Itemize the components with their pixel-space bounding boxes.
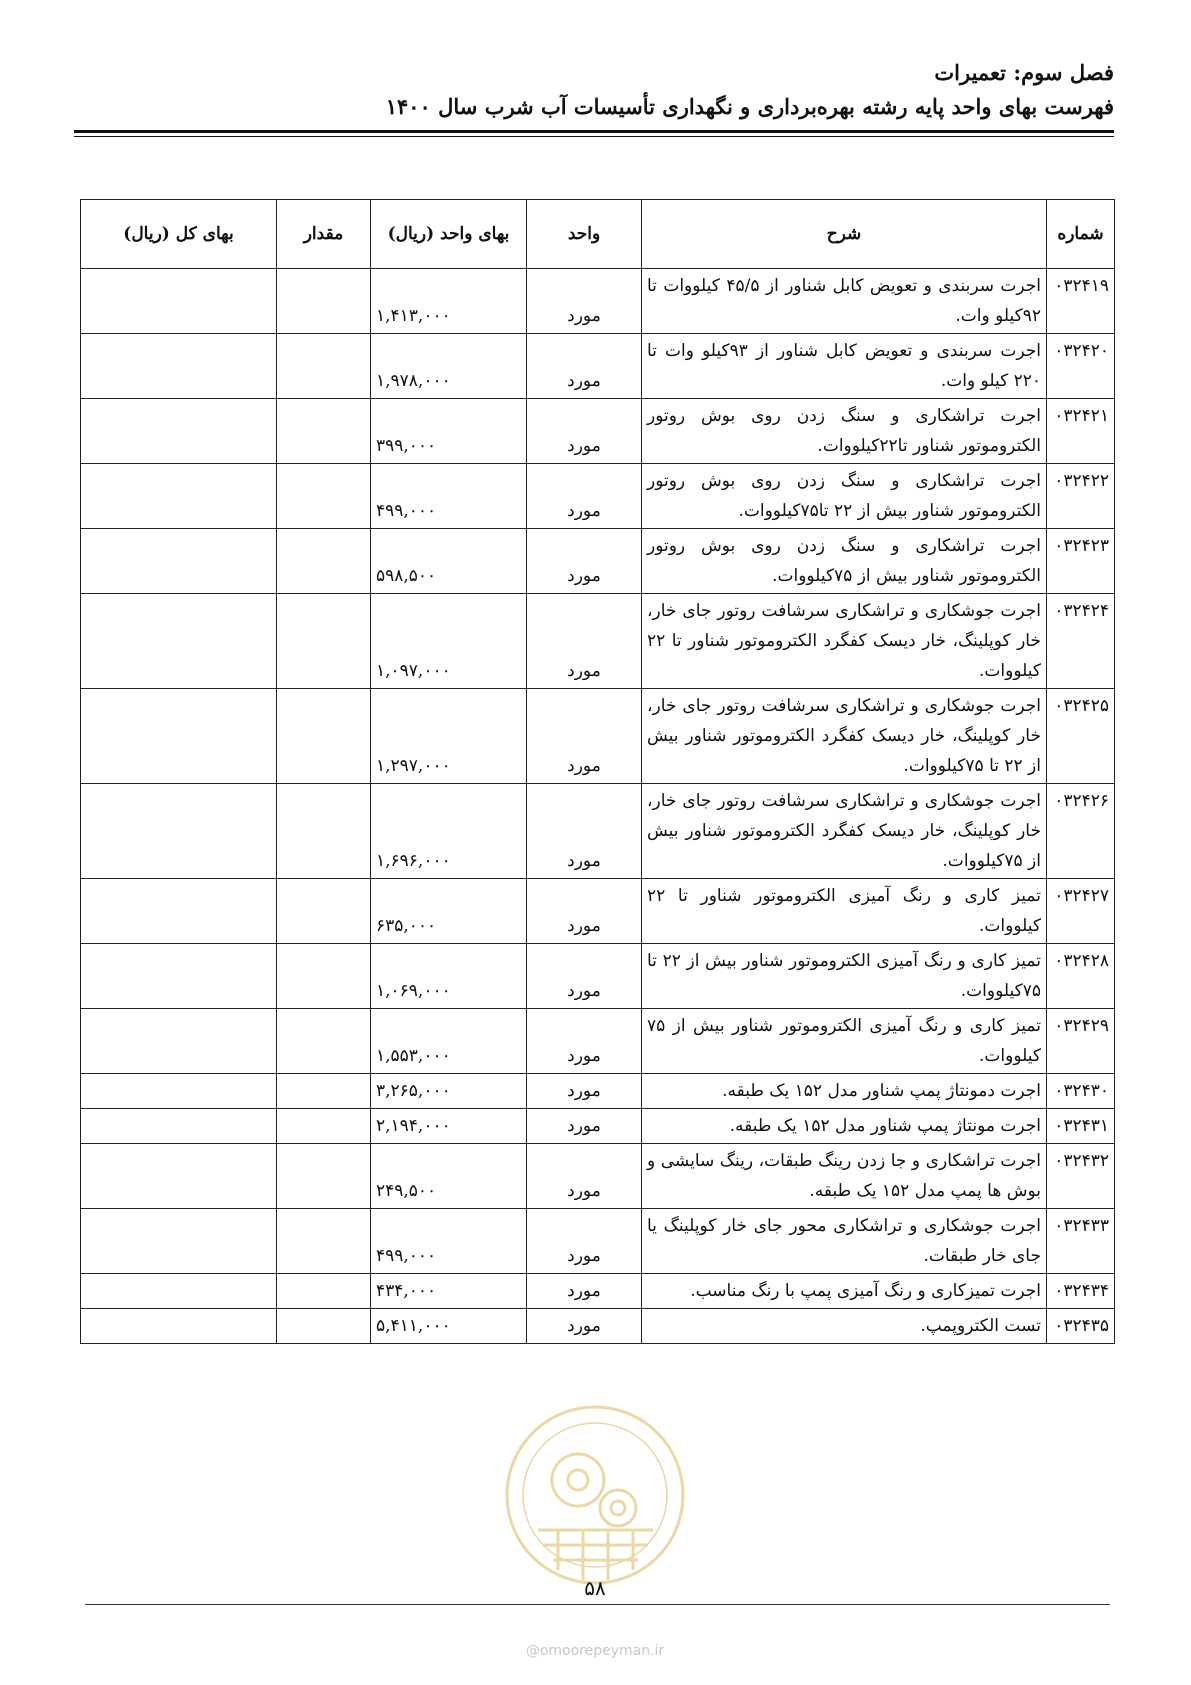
row-total (81, 1274, 277, 1309)
row-total (81, 1074, 277, 1109)
column-header-unit-price: بهای واحد (ریال) (371, 200, 527, 269)
table-row (81, 1209, 1115, 1274)
row-unit: مورد (527, 944, 642, 1009)
row-quantity (277, 594, 371, 689)
table-row (81, 594, 1115, 689)
row-description: اجرت تراشکاری و سنگ زدن روی بوش روتور الکتروموتور شناور بیش از ۲۲ تا۷۵کیلووات. (642, 464, 1047, 529)
row-unit: مورد (527, 689, 642, 784)
row-description: اجرت تراشکاری و سنگ زدن روی بوش روتور الکتروموتور شناور تا۲۲کیلووات. (642, 399, 1047, 464)
row-code: ۰۳۲۴۳۵ (1047, 1309, 1115, 1344)
row-code: ۰۳۲۴۳۲ (1047, 1144, 1115, 1209)
row-code: ۰۳۲۴۲۶ (1047, 784, 1115, 879)
row-unit-price: ۳۹۹,۰۰۰ (371, 399, 527, 464)
watermark-url: @omoorepeyman.ir (525, 1643, 665, 1659)
row-quantity (277, 1209, 371, 1274)
row-total (81, 1144, 277, 1209)
row-quantity (277, 269, 371, 334)
header-rule-thick (74, 130, 1114, 133)
table-row (81, 784, 1115, 879)
row-description: تمیز کاری و رنگ آمیزی الکتروموتور شناور بیش از ۷۵ کیلووات. (642, 1009, 1047, 1074)
column-header-unit: واحد (527, 200, 642, 269)
row-quantity (277, 879, 371, 944)
row-unit-price: ۱,۴۱۳,۰۰۰ (371, 269, 527, 334)
row-code: ۰۳۲۴۳۴ (1047, 1274, 1115, 1309)
column-header-description: شرح (642, 200, 1047, 269)
row-unit-price: ۱,۲۹۷,۰۰۰ (371, 689, 527, 784)
row-code: ۰۳۲۴۱۹ (1047, 269, 1115, 334)
row-unit: مورد (527, 269, 642, 334)
row-description: اجرت سربندی و تعویض کابل شناور از ۴۵/۵ کیلووات تا ۹۲کیلو وات. (642, 269, 1047, 334)
row-unit: مورد (527, 1209, 642, 1274)
row-code: ۰۳۲۴۲۷ (1047, 879, 1115, 944)
row-unit-price: ۱,۵۵۳,۰۰۰ (371, 1009, 527, 1074)
row-total (81, 334, 277, 399)
row-total (81, 594, 277, 689)
row-unit-price: ۵۹۸,۵۰۰ (371, 529, 527, 594)
table-row (81, 1009, 1115, 1074)
row-unit: مورد (527, 1274, 642, 1309)
row-description: تمیز کاری و رنگ آمیزی الکتروموتور شناور بیش از ۲۲ تا ۷۵کیلووات. (642, 944, 1047, 1009)
row-code: ۰۳۲۴۲۵ (1047, 689, 1115, 784)
row-code: ۰۳۲۴۲۴ (1047, 594, 1115, 689)
row-description: اجرت جوشکاری و تراشکاری سرشافت روتور جای خار، خار کوپلینگ، خار دیسک کفگرد الکتروموتور شناور بیش از ۲۲ تا ۷۵کیلووات. (642, 689, 1047, 784)
row-unit: مورد (527, 784, 642, 879)
row-quantity (277, 1144, 371, 1209)
row-description: اجرت جوشکاری و تراشکاری سرشافت روتور جای خار، خار کوپلینگ، خار دیسک کفگرد الکتروموتور شناور تا ۲۲ کیلووات. (642, 594, 1047, 689)
row-code: ۰۳۲۴۲۸ (1047, 944, 1115, 1009)
row-total (81, 689, 277, 784)
row-description: تمیز کاری و رنگ آمیزی الکتروموتور شناور تا ۲۲ کیلووات. (642, 879, 1047, 944)
row-total (81, 944, 277, 1009)
table-row (81, 1309, 1115, 1344)
row-code: ۰۳۲۴۳۳ (1047, 1209, 1115, 1274)
row-unit-price: ۴۳۴,۰۰۰ (371, 1274, 527, 1309)
row-unit-price: ۱,۹۷۸,۰۰۰ (371, 334, 527, 399)
row-unit: مورد (527, 879, 642, 944)
row-total (81, 399, 277, 464)
row-total (81, 879, 277, 944)
row-code: ۰۳۲۴۲۱ (1047, 399, 1115, 464)
table-row (81, 689, 1115, 784)
table-row (81, 1274, 1115, 1309)
row-code: ۰۳۲۴۳۱ (1047, 1109, 1115, 1144)
row-unit-price: ۵,۴۱۱,۰۰۰ (371, 1309, 527, 1344)
row-quantity (277, 784, 371, 879)
row-unit: مورد (527, 1009, 642, 1074)
header-rule-thin (74, 136, 1114, 137)
table-row (81, 399, 1115, 464)
table-header-row (81, 200, 1115, 269)
row-unit-price: ۱,۰۹۷,۰۰۰ (371, 594, 527, 689)
table-row (81, 464, 1115, 529)
row-quantity (277, 1309, 371, 1344)
table-row (81, 334, 1115, 399)
row-description: اجرت مونتاژ پمپ شناور مدل ۱۵۲ یک طبقه. (642, 1109, 1047, 1144)
row-description: اجرت دمونتاژ پمپ شناور مدل ۱۵۲ یک طبقه. (642, 1074, 1047, 1109)
row-unit-price: ۶۳۵,۰۰۰ (371, 879, 527, 944)
row-unit: مورد (527, 1144, 642, 1209)
row-unit-price: ۲۴۹,۵۰۰ (371, 1144, 527, 1209)
row-unit: مورد (527, 464, 642, 529)
row-code: ۰۳۲۴۲۹ (1047, 1009, 1115, 1074)
row-code: ۰۳۲۴۲۳ (1047, 529, 1115, 594)
document-subtitle: فهرست بهای واحد پایه رشته بهره‌برداری و نگهداری تأسیسات آب شرب سال ۱۴۰۰ (385, 94, 1114, 119)
row-unit-price: ۱,۰۶۹,۰۰۰ (371, 944, 527, 1009)
row-unit: مورد (527, 399, 642, 464)
row-unit-price: ۲,۱۹۴,۰۰۰ (371, 1109, 527, 1144)
table-row (81, 529, 1115, 594)
row-quantity (277, 1009, 371, 1074)
column-header-total: بهای کل (ریال) (81, 200, 277, 269)
row-unit: مورد (527, 1309, 642, 1344)
row-unit: مورد (527, 594, 642, 689)
row-unit: مورد (527, 334, 642, 399)
table-row (81, 944, 1115, 1009)
row-total (81, 269, 277, 334)
column-header-code: شماره (1047, 200, 1115, 269)
row-unit: مورد (527, 1109, 642, 1144)
row-description: تست الکتروپمپ. (642, 1309, 1047, 1344)
row-total (81, 784, 277, 879)
row-code: ۰۳۲۴۲۰ (1047, 334, 1115, 399)
row-unit: مورد (527, 529, 642, 594)
chapter-title: فصل سوم: تعمیرات (934, 60, 1114, 85)
row-description: اجرت تراشکاری و جا زدن رینگ طبقات، رینگ سایشی و بوش ها پمپ مدل ۱۵۲ یک طبقه. (642, 1144, 1047, 1209)
price-list-table (80, 199, 1115, 1344)
row-description: اجرت سربندی و تعویض کابل شناور از ۹۳کیلو وات تا ۲۲۰ کیلو وات. (642, 334, 1047, 399)
row-unit-price: ۱,۶۹۶,۰۰۰ (371, 784, 527, 879)
row-description: اجرت جوشکاری و تراشکاری محور جای خار کوپلینگ یا جای خار طبقات. (642, 1209, 1047, 1274)
row-total (81, 529, 277, 594)
row-unit: مورد (527, 1074, 642, 1109)
row-total (81, 1109, 277, 1144)
row-code: ۰۳۲۴۳۰ (1047, 1074, 1115, 1109)
row-quantity (277, 1274, 371, 1309)
table-row (81, 1074, 1115, 1109)
row-quantity (277, 334, 371, 399)
row-description: اجرت جوشکاری و تراشکاری سرشافت روتور جای خار، خار کوپلینگ، خار دیسک کفگرد الکتروموتور شناور بیش از ۷۵کیلووات. (642, 784, 1047, 879)
table-row (81, 269, 1115, 334)
row-total (81, 1209, 277, 1274)
row-quantity (277, 464, 371, 529)
row-code: ۰۳۲۴۲۲ (1047, 464, 1115, 529)
row-total (81, 1309, 277, 1344)
page-number: ۵۸ (584, 1576, 606, 1600)
row-description: اجرت تمیزکاری و رنگ آمیزی پمپ با رنگ مناسب. (642, 1274, 1047, 1309)
table-row (81, 1109, 1115, 1144)
row-total (81, 464, 277, 529)
footer-rule (85, 1604, 1110, 1605)
column-header-quantity: مقدار (277, 200, 371, 269)
table-body (81, 269, 1115, 1344)
row-quantity (277, 689, 371, 784)
row-description: اجرت تراشکاری و سنگ زدن روی بوش روتور الکتروموتور شناور بیش از ۷۵کیلووات. (642, 529, 1047, 594)
row-unit-price: ۴۹۹,۰۰۰ (371, 464, 527, 529)
row-quantity (277, 399, 371, 464)
row-quantity (277, 1109, 371, 1144)
page-header (74, 58, 1114, 122)
row-unit-price: ۳,۲۶۵,۰۰۰ (371, 1074, 527, 1109)
row-quantity (277, 1074, 371, 1109)
table-row (81, 879, 1115, 944)
row-quantity (277, 944, 371, 1009)
table-row (81, 1144, 1115, 1209)
row-unit-price: ۴۹۹,۰۰۰ (371, 1209, 527, 1274)
row-quantity (277, 529, 371, 594)
row-total (81, 1009, 277, 1074)
